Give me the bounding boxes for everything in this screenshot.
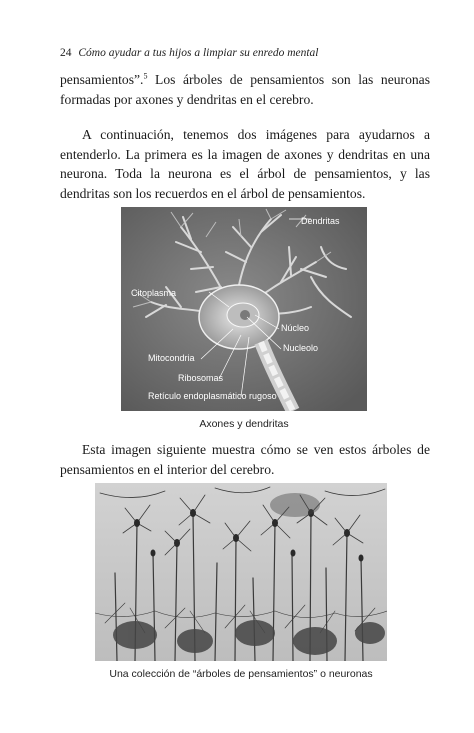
paragraph-1-rest: Los árboles de pensamientos son las neuronas formadas por axones y dendritas en el cerebro.	[60, 72, 430, 107]
book-title: Cómo ayudar a tus hijos a limpiar su enredo mental	[78, 47, 319, 59]
label-citoplasma: Citoplasma	[131, 288, 177, 298]
label-nucleo: Núcleo	[281, 323, 310, 333]
paragraph-3: Esta imagen siguiente muestra cómo se ven estos árboles de pensamientos en el interior del cerebro.	[60, 442, 430, 477]
paragraph-2: A continuación, tenemos dos imágenes para ayudarnos a entenderlo. La primera es la imagen de axones y dendritas en una neurona. Toda la neurona es el árbol de pensamientos, y las dendritas son los recuerdos en el árbol de pensamientos.	[60, 127, 430, 201]
figure-1-caption: Axones y dendritas	[199, 418, 289, 430]
label-dendritas: Dendritas	[301, 216, 340, 226]
neuron-figure	[121, 207, 367, 411]
neurons-micrograph	[95, 483, 387, 661]
label-ribosomas: Ribosomas	[178, 373, 224, 383]
label-mitocondria: Mitocondria	[148, 353, 195, 363]
paragraph-1	[60, 70, 430, 109]
label-reticulo: Retículo endoplasmático rugoso	[148, 391, 277, 401]
paragraph-1-start: pensamientos”.	[60, 72, 144, 87]
running-header	[60, 47, 319, 59]
neurons-figure	[95, 483, 387, 661]
page-number: 24	[60, 47, 72, 59]
figure-2-caption: Una colección de “árboles de pensamientos” o neuronas	[109, 668, 373, 680]
footnote-ref: 5	[143, 71, 148, 81]
label-nucleolo: Nucleolo	[283, 343, 319, 353]
neuron-illustration	[121, 207, 367, 411]
